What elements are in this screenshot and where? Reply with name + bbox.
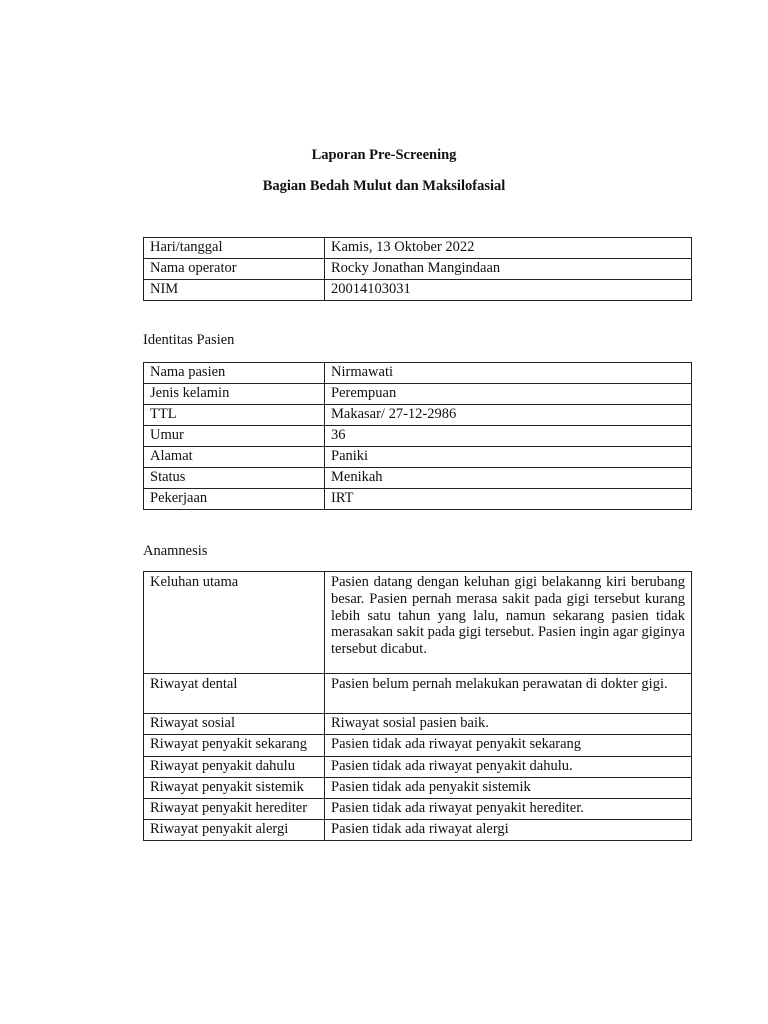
anamnesis-table <box>143 571 692 841</box>
table-row <box>144 799 692 820</box>
alamat-label: Alamat <box>144 447 325 468</box>
table-row <box>144 447 692 468</box>
table-row <box>144 572 692 674</box>
riwayat-penyakit-sistemik-value: Pasien tidak ada penyakit sistemik <box>325 778 692 799</box>
keluhan-utama-label: Keluhan utama <box>144 572 325 674</box>
riwayat-sosial-value: Riwayat sosial pasien baik. <box>325 714 692 735</box>
nama-pasien-label: Nama pasien <box>144 363 325 384</box>
riwayat-penyakit-dahulu-label: Riwayat penyakit dahulu <box>144 757 325 778</box>
jenis-kelamin-value: Perempuan <box>325 384 692 405</box>
riwayat-penyakit-sekarang-label: Riwayat penyakit sekarang <box>144 735 325 757</box>
riwayat-penyakit-dahulu-value: Pasien tidak ada riwayat penyakit dahulu. <box>325 757 692 778</box>
alamat-value: Paniki <box>325 447 692 468</box>
table-row <box>144 757 692 778</box>
riwayat-dental-value: Pasien belum pernah melakukan perawatan di dokter gigi. <box>325 674 692 714</box>
table-row <box>144 674 692 714</box>
table-row <box>144 426 692 447</box>
jenis-kelamin-label: Jenis kelamin <box>144 384 325 405</box>
hari-tanggal-value: Kamis, 13 Oktober 2022 <box>325 238 692 259</box>
table-row <box>144 238 692 259</box>
riwayat-penyakit-alergi-label: Riwayat penyakit alergi <box>144 820 325 841</box>
table-row <box>144 363 692 384</box>
table-row <box>144 778 692 799</box>
riwayat-penyakit-alergi-value: Pasien tidak ada riwayat alergi <box>325 820 692 841</box>
table-row <box>144 468 692 489</box>
table-row <box>144 714 692 735</box>
table-row <box>144 489 692 510</box>
riwayat-dental-label: Riwayat dental <box>144 674 325 714</box>
ttl-label: TTL <box>144 405 325 426</box>
table-row <box>144 259 692 280</box>
header-info-table <box>143 237 692 301</box>
nama-operator-label: Nama operator <box>144 259 325 280</box>
document-subtitle: Bagian Bedah Mulut dan Maksilofasial <box>262 178 506 194</box>
status-value: Menikah <box>325 468 692 489</box>
riwayat-sosial-label: Riwayat sosial <box>144 714 325 735</box>
document-title: Laporan Pre-Screening <box>311 147 457 163</box>
keluhan-utama-value: Pasien datang dengan keluhan gigi belakanng kiri berubang besar. Pasien pernah merasa sakit pada gigi tersebut kurang lebih satu tahun yang lalu, namun sekarang pasien tidak merasakan sakit pada gigi tersebut. Pasien ingin agar giginya tersebut dicabut. <box>325 572 692 674</box>
umur-label: Umur <box>144 426 325 447</box>
pekerjaan-value: IRT <box>325 489 692 510</box>
nama-operator-value: Rocky Jonathan Mangindaan <box>325 259 692 280</box>
table-row <box>144 384 692 405</box>
table-row <box>144 820 692 841</box>
riwayat-penyakit-herediter-label: Riwayat penyakit herediter <box>144 799 325 820</box>
hari-tanggal-label: Hari/tanggal <box>144 238 325 259</box>
nim-value: 20014103031 <box>325 280 692 301</box>
umur-value: 36 <box>325 426 692 447</box>
riwayat-penyakit-sistemik-label: Riwayat penyakit sistemik <box>144 778 325 799</box>
table-row <box>144 280 692 301</box>
pekerjaan-label: Pekerjaan <box>144 489 325 510</box>
table-row <box>144 405 692 426</box>
nama-pasien-value: Nirmawati <box>325 363 692 384</box>
nim-label: NIM <box>144 280 325 301</box>
identitas-pasien-heading: Identitas Pasien <box>143 332 235 348</box>
riwayat-penyakit-herediter-value: Pasien tidak ada riwayat penyakit herediter. <box>325 799 692 820</box>
anamnesis-heading: Anamnesis <box>143 543 208 559</box>
patient-identity-table <box>143 362 692 510</box>
ttl-value: Makasar/ 27-12-2986 <box>325 405 692 426</box>
table-row <box>144 735 692 757</box>
riwayat-penyakit-sekarang-value: Pasien tidak ada riwayat penyakit sekarang <box>325 735 692 757</box>
status-label: Status <box>144 468 325 489</box>
